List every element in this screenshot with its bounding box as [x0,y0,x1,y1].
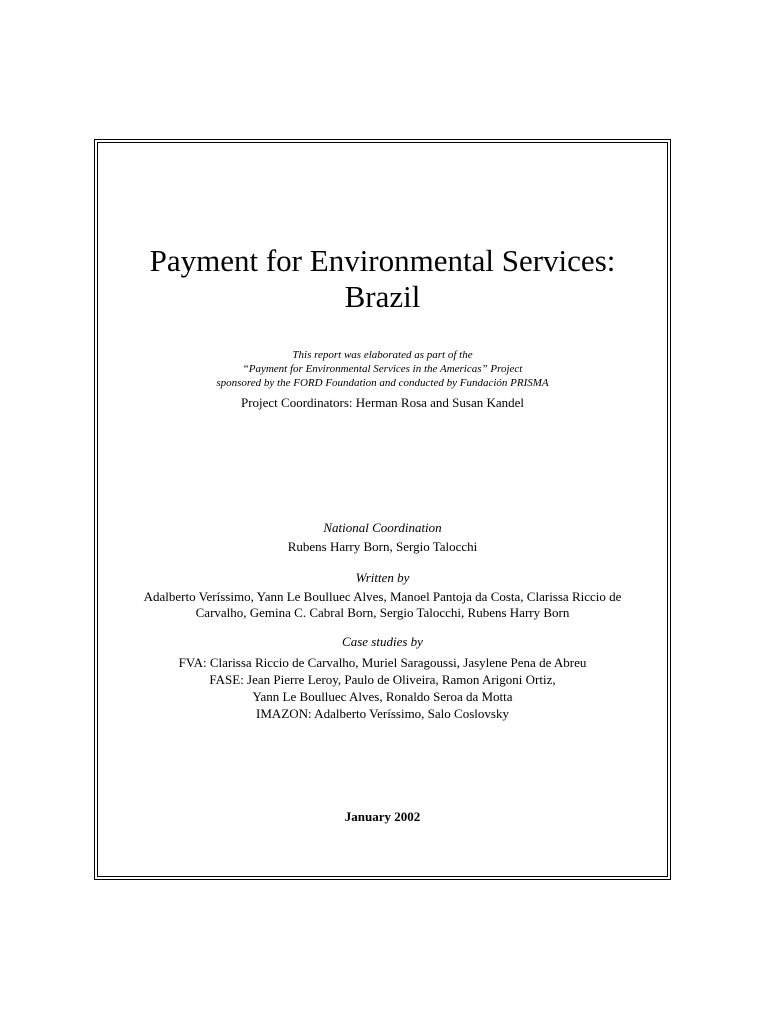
case-studies-line-4: IMAZON: Adalberto Veríssimo, Salo Coslovsky [256,706,509,721]
written-by-line-1: Adalberto Veríssimo, Yann Le Boulluec Alves, Manoel Pantoja da Costa, Clarissa Riccio de [143,589,622,604]
written-by-authors [98,589,667,621]
case-studies-line-2: FASE: Jean Pierre Leroy, Paulo de Oliveira, Ramon Arigoni Ortiz, [209,672,556,687]
project-coordinators: Project Coordinators: Herman Rosa and Susan Kandel [240,395,525,410]
national-coordination-heading: National Coordination [323,520,442,535]
cover-page-content [98,143,667,876]
national-coordination-names: Rubens Harry Born, Sergio Talocchi [287,539,478,554]
written-by-heading: Written by [355,570,410,585]
report-intro [98,348,667,390]
case-studies-line-1: FVA: Clarissa Riccio de Carvalho, Muriel Saragoussi, Jasylene Pena de Abreu [178,655,587,670]
report-title [98,243,667,315]
cover-page-frame [97,142,668,877]
intro-line-2: “Payment for Environmental Services in the Americas” Project [242,363,523,375]
case-studies-authors [98,654,667,722]
case-studies-heading: Case studies by [342,634,423,649]
report-title-line-2: Brazil [344,279,421,314]
report-date: January 2002 [344,809,421,824]
written-by-line-2: Carvalho, Gemina C. Cabral Born, Sergio Talocchi, Rubens Harry Born [195,605,570,620]
intro-line-3: sponsored by the FORD Foundation and conducted by Fundación PRISMA [216,377,549,389]
intro-line-1: This report was elaborated as part of the [292,349,473,361]
case-studies-line-3: Yann Le Boulluec Alves, Ronaldo Seroa da Motta [252,689,513,704]
report-title-line-1: Payment for Environmental Services: [149,243,616,278]
